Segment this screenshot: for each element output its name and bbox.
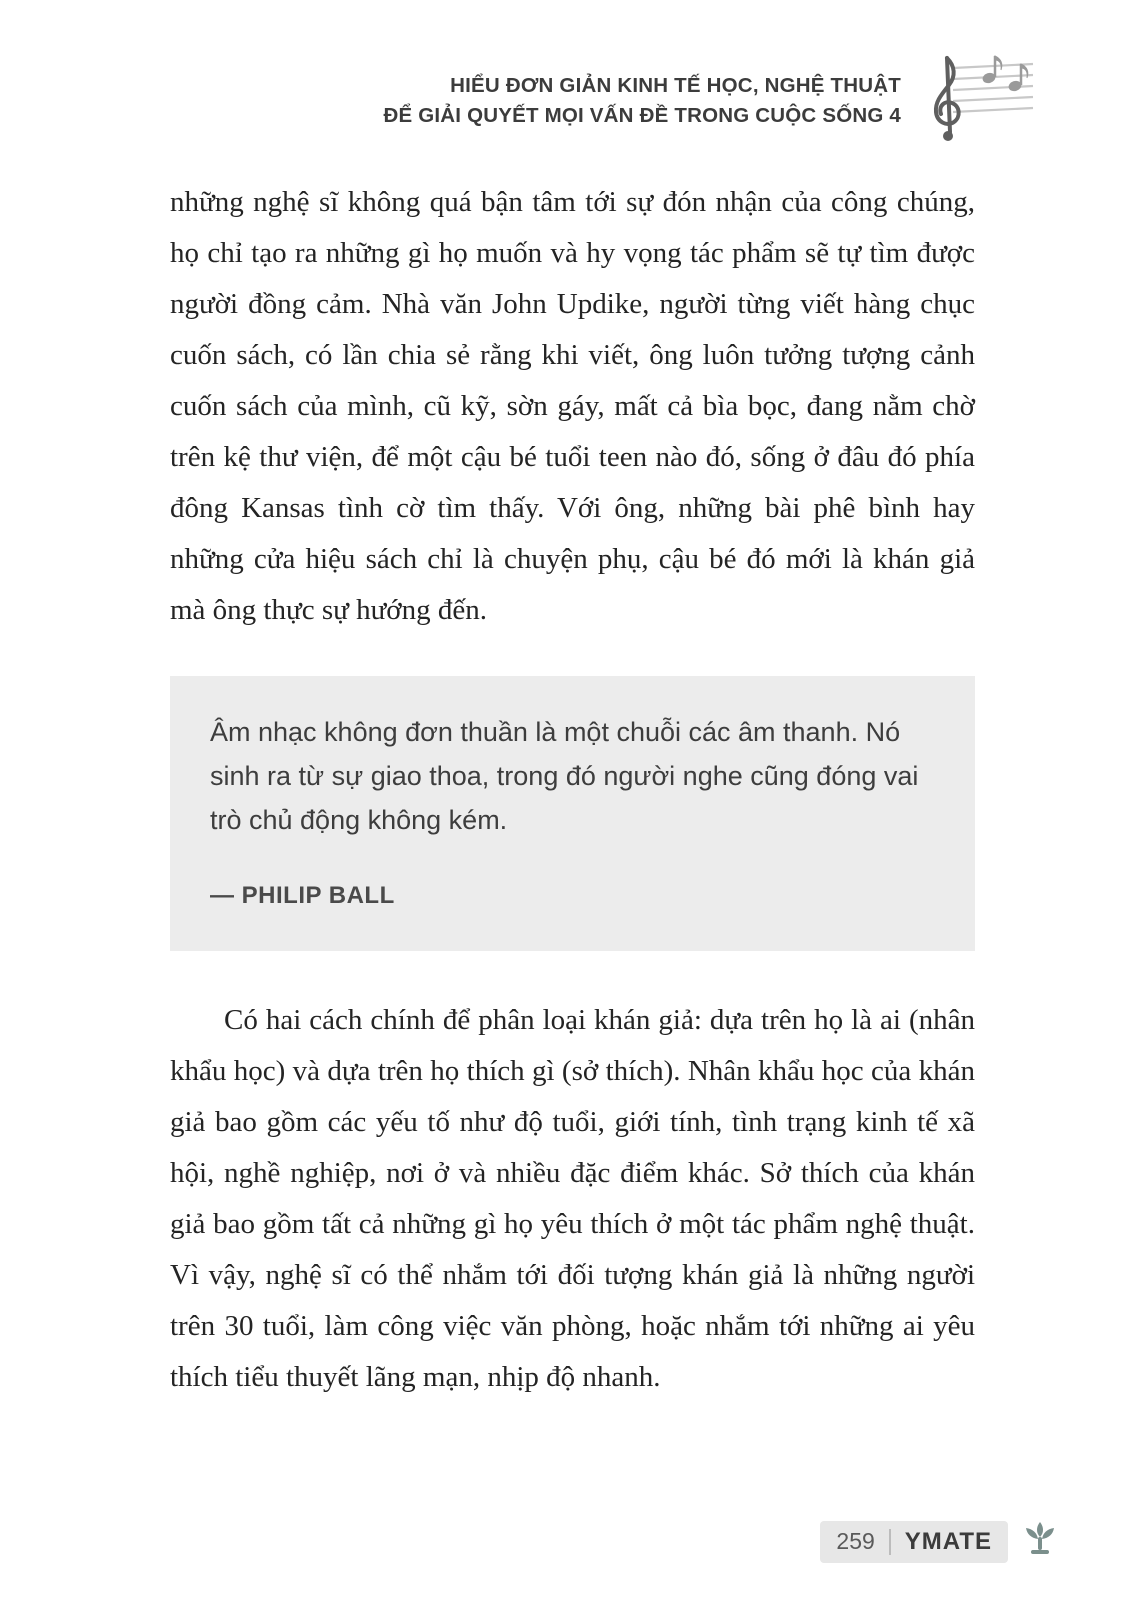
page-number: 259 <box>836 1528 875 1554</box>
publisher-brand: YMATE <box>904 1527 992 1555</box>
quote-text: Âm nhạc không đơn thuần là một chuỗi các âm thanh. Nó sinh ra từ sự giao thoa, trong đó người nghe cũng đóng vai trò chủ động không kém. <box>210 717 919 835</box>
quote-attribution: — PHILIP BALL <box>210 882 395 909</box>
paragraph-2: Có hai cách chính để phân loại khán giả: dựa trên họ là ai (nhân khẩu học) và dựa trên họ thích gì (sở thích). Nhân khẩu học của khán giả bao gồm các yếu tố như độ tuổi, giới tính, tình trạng kinh tế xã hội, nghề nghiệp, nơi ở và nhiều đặc điểm khác. Sở thích của khán giả bao gồm tất cả những gì họ yêu thích ở một tác phẩm nghệ thuật. Vì vậy, nghệ sĩ có thể nhắm tới đối tượng khán giả là những người trên 30 tuổi, làm công việc văn phòng, hoặc nhắm tới những ai yêu thích tiểu thuyết lãng mạn, nhịp độ nhanh. <box>170 1004 975 1393</box>
running-head <box>383 71 901 131</box>
footer-badge <box>820 1521 1008 1563</box>
page-footer <box>820 1520 1060 1563</box>
paragraph-1: những nghệ sĩ không quá bận tâm tới sự đón nhận của công chúng, họ chỉ tạo ra những gì họ muốn và hy vọng tác phẩm sẽ tự tìm được người đồng cảm. Nhà văn John Updike, người từng viết hàng chục cuốn sách, có lần chia sẻ rằng khi viết, ông luôn tưởng tượng cảnh cuốn sách của mình, cũ kỹ, sờn gáy, mất cả bìa bọc, đang nằm chờ trên kệ thư viện, để một cậu bé tuổi teen nào đó, sống ở đâu đó phía đông Kansas tình cờ tìm thấy. Với ông, những bài phê bình hay những cửa hiệu sách chỉ là chuyện phụ, cậu bé đó mới là khán giả mà ông thực sự hướng đến. <box>170 186 975 626</box>
ymate-logo-icon <box>1020 1520 1060 1563</box>
page-header <box>170 52 1035 149</box>
music-notes-icon <box>923 52 1035 149</box>
footer-divider <box>889 1529 891 1555</box>
page-body <box>170 177 975 1403</box>
running-head-line1: HIỂU ĐƠN GIẢN KINH TẾ HỌC, NGHỆ THUẬT <box>450 73 901 97</box>
pull-quote-box <box>170 676 975 951</box>
running-head-line2: ĐỂ GIẢI QUYẾT MỌI VẤN ĐỀ TRONG CUỘC SỐNG 4 <box>383 103 901 127</box>
